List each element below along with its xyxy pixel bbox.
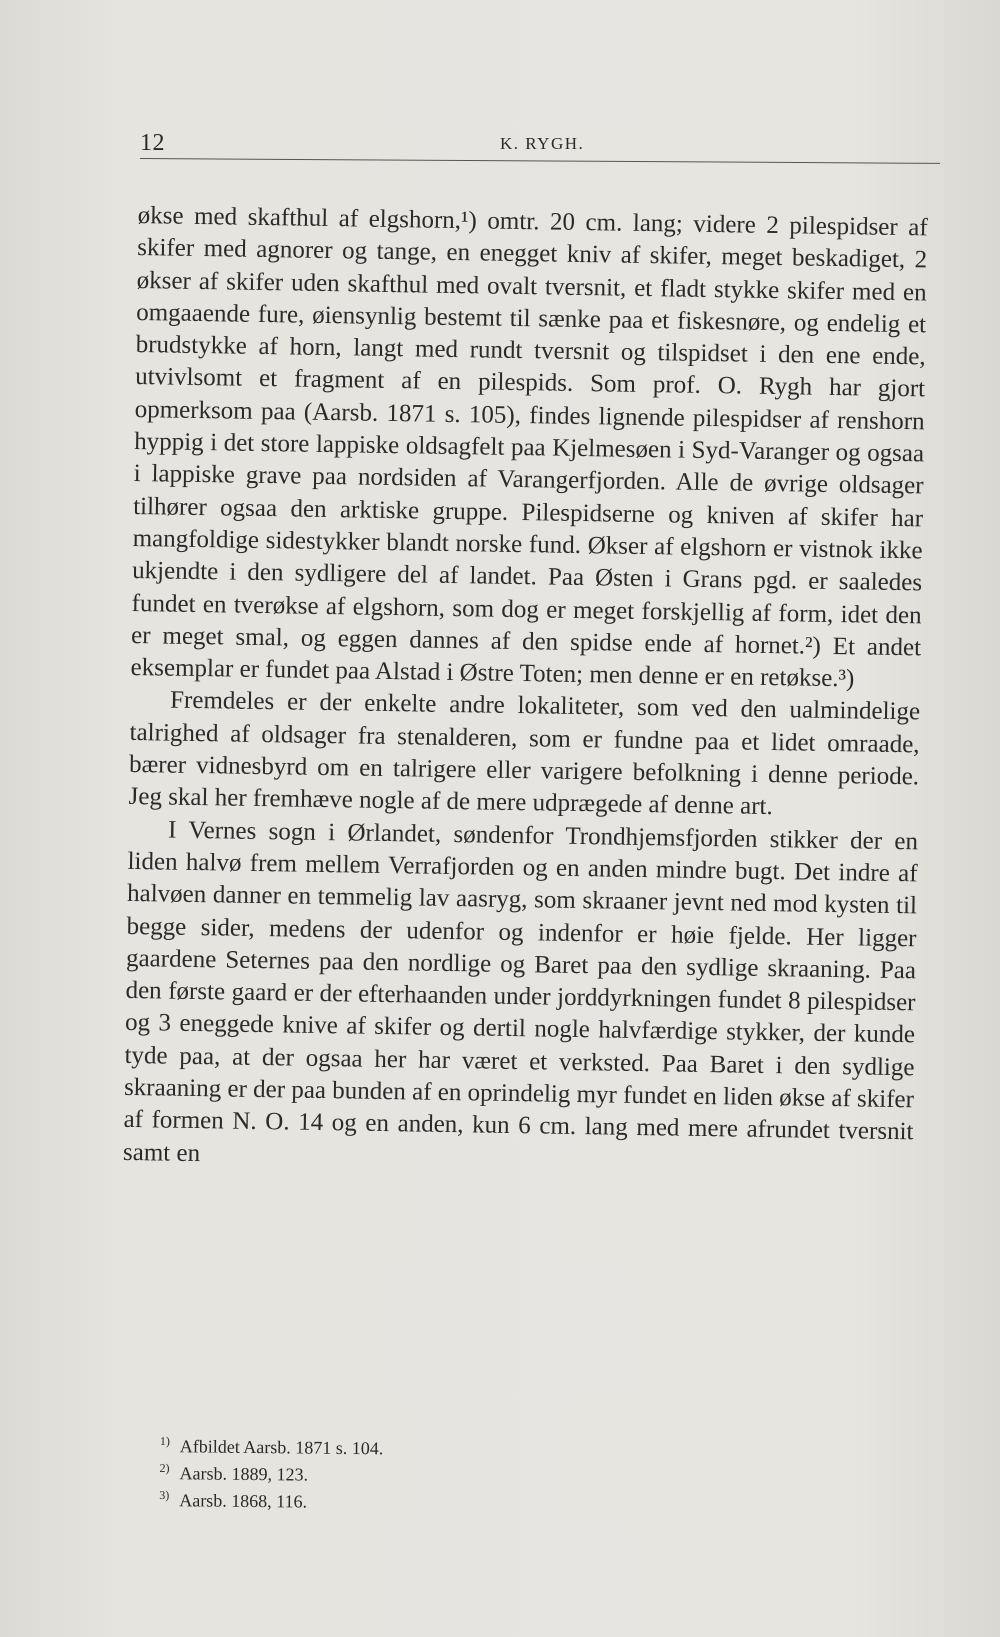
body-text: [123, 200, 928, 1181]
paragraph-3: I Vernes sogn i Ørlandet, søndenfor Trondhjemsfjorden stikker der en liden halvø frem mellem Verrafjorden og en anden mindre bugt. Det indre af halvøen danner en temmelig lav aasryg, som skraaner jevnt ned mod kysten til begge sider, medens der udenfor og indenfor er høie fjelde. Her ligger gaardene Seternes paa den nordlige og Baret paa den sydlige skraaning. Paa den første gaard er der efterhaanden under jorddyrkningen fundet 8 pilespidser og 3 eneggede knive af skifer og dertil nogle halvfærdige stykker, der kunde tyde paa, at der ogsaa her har været et verksted. Paa Baret i den sydlige skraaning er der paa bunden af en oprindelig myr fundet en liden økse af skifer af formen N. O. 14 og en anden, kun 6 cm. lang med mere afrundet tversnit samt en: [122, 816, 919, 1167]
footnotes: [159, 1430, 760, 1517]
paragraph-2: Fremdeles er der enkelte andre lokaliteter, som ved den ualmindelige talrighed af oldsager fra stenalderen, som er fundne paa et lidet omraade, bærer vidnesbyrd om en talrigere eller varigere befolkning i denne periode. Jeg skal her fremhæve nogle af de mere udprægede af denne art.: [128, 687, 921, 821]
footnote-text: Afbildet Aarsb. 1871 s. 104.: [179, 1436, 384, 1459]
page-number: 12: [140, 130, 165, 156]
running-head: K. RYGH.: [500, 134, 585, 153]
footnote-3: [159, 1484, 759, 1517]
page-header: [140, 130, 940, 160]
footnote-mark: 1): [159, 1433, 170, 1449]
footnote-text: Aarsb. 1868, 116.: [179, 1490, 308, 1512]
paragraph-1: økse med skafthul af elgshorn,¹) omtr. 20 cm. lang; videre 2 pilespidser af skifer med agnorer og tange, en enegget kniv af skifer, meget beskadiget, 2 økser af skifer uden skafthul med ovalt tversnit, et fladt stykke skifer med en omgaaende fure, øiensynlig bestemt til sænke paa et fiskesnøre, og endelig et brudstykke af horn, langt med rundt tversnit og tilspidset i den ene ende, utvivlsomt et fragment af en pilespids. Som prof. O. Rygh har gjort opmerksom paa (Aarsb. 1871 s. 105), findes lignende pilespidser af renshorn hyppig i det store lappiske oldsagfelt paa Kjelmesøen i Syd-Varanger og ogsaa i lappiske grave paa nordsiden af Varangerfjorden. Alle de øvrige oldsager tilhører ogsaa den arktiske gruppe. Pilespidserne og kniven af skifer har mangfoldige sidestykker blandt norske fund. Økser af elgshorn er vistnok ikke ukjendte i den sydligere del af landet. Paa Østen i Grans pgd. er saaledes fundet en tverøkse af elgshorn, som dog er meget forskjellig af form, idet den er meget smal, og eggen dannes af den spidse ende af hornet.²) Et andet eksemplar er fundet paa Alstad i Østre Toten; men denne er en retøkse.³): [130, 201, 928, 693]
footnote-text: Aarsb. 1889, 123.: [179, 1463, 309, 1485]
footnote-mark: 2): [159, 1460, 170, 1476]
footnote-mark: 3): [159, 1487, 170, 1503]
